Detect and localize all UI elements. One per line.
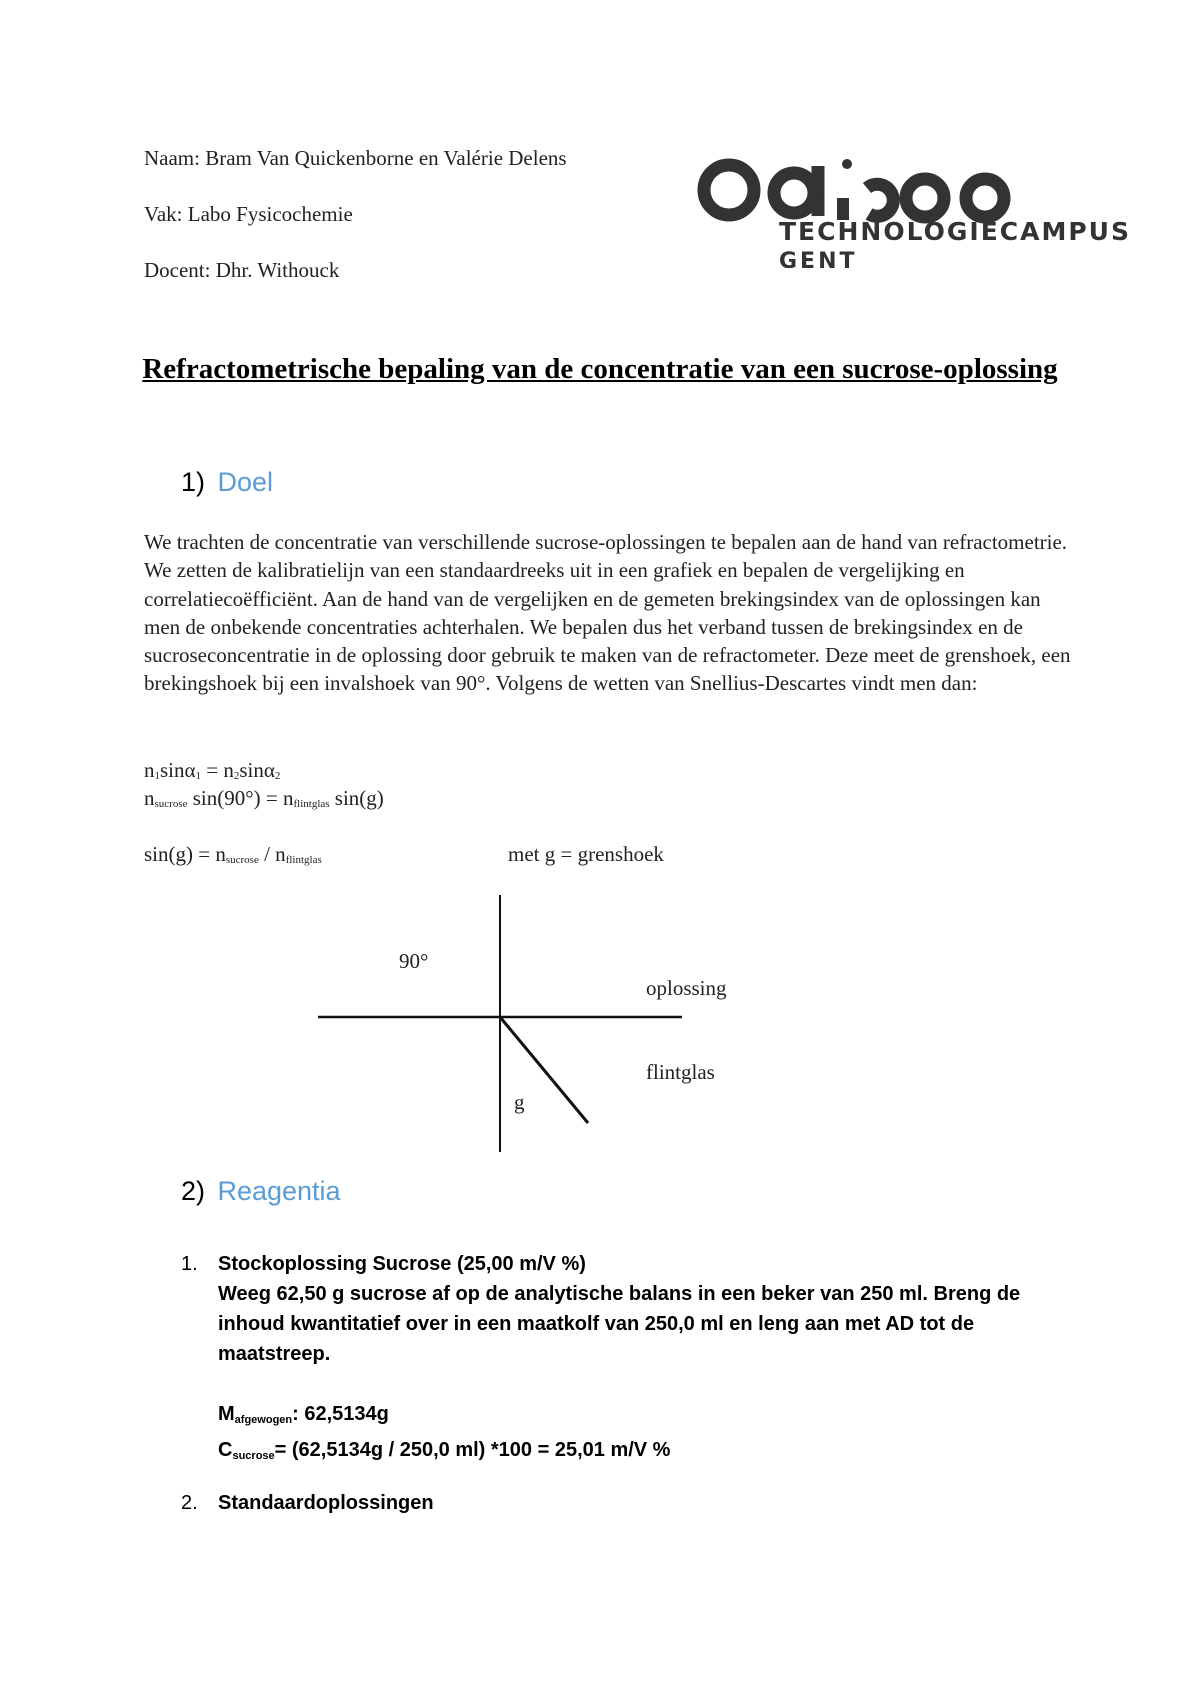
angle-label-90: 90°: [399, 949, 429, 973]
reagent-title: Standaardoplossingen: [218, 1492, 434, 1514]
mass-line: $M_{afgewogen}$: 62,5134g: [218, 1403, 389, 1426]
equation-grenshoek: $\sin(g) = n_{sucrose} / n_{flintglas}$: [144, 842, 322, 866]
section-number: 2): [181, 1176, 206, 1206]
refraction-diagram: [310, 895, 700, 1155]
equation-snellius: $n_1\sin\alpha_1 = n_2\sin\alpha_2$: [144, 758, 281, 782]
angle-label-g: g: [514, 1090, 525, 1114]
section-heading-reagentia: [181, 1176, 341, 1207]
teacher-line: Docent: Dhr. Withouck: [144, 258, 340, 282]
odisee-logo: [697, 158, 1147, 268]
section-number: 1): [181, 467, 206, 497]
logo-campus-text: TECHNOLOGIECAMPUS: [779, 217, 1131, 246]
medium-label-flintglas: flintglas: [646, 1060, 715, 1084]
logo-brand-text: odisee: [697, 158, 700, 159]
doel-paragraph: We trachten de concentratie van verschillende sucrose-oplossingen te bepalen aan de hand van refractometrie. We zetten de kalibratielijn van een standaardreeks uit in een grafiek en bepalen de vergelijking en correlatiecoëfficiënt. Aan de hand van de vergelijken en de gemeten brekingsindex van de oplossingen kan men de onbekende concentraties achterhalen. We bepalen dus het verband tussen de brekingsindex en de sucroseconcentratie in de oplossing door gebruik te maken van de refractometer. Deze meet de grenshoek, een brekingshoek bij een invalshoek van 90°. Volgens de wetten van Snellius-Descartes vindt men dan:: [144, 530, 1071, 696]
page-title: Refractometrische bepaling van de concentratie van een sucrose-oplossing: [142, 353, 1058, 385]
list-item: [218, 1488, 434, 1518]
list-item-number: 2.: [181, 1492, 198, 1514]
list-item: [218, 1249, 1078, 1471]
concentration-line: $C_{sucrose}= (62,5134g / 250,0$ ml) *100 = 25,01 m/V %: [218, 1439, 671, 1462]
equation-note: met g = grenshoek: [508, 842, 664, 866]
section-title: Reagentia: [217, 1176, 341, 1206]
list-item-number: 1.: [181, 1253, 198, 1275]
author-line: Naam: Bram Van Quickenborne en Valérie Delens: [144, 146, 567, 170]
section-title: Doel: [217, 467, 273, 497]
section-heading-doel: [181, 467, 273, 498]
reagent-title: Stockoplossing Sucrose (25,00 m/V %): [218, 1253, 586, 1275]
equation-sucrose-flintglas: $n_{sucrose}$ $\sin(90^\circ) = n_{flintglas}$ sin(g): [144, 786, 384, 810]
reagent-instructions: Weeg 62,50 g sucrose af op de analytische balans in een beker van 250 ml. Breng de inhoud kwantitatief over in een maatkolf van 250,0 ml en leng aan met AD tot de maatstreep.: [218, 1283, 1021, 1365]
medium-label-oplossing: oplossing: [646, 976, 727, 1000]
course-line: Vak: Labo Fysicochemie: [144, 202, 353, 226]
logo-city-text: GENT: [779, 249, 858, 268]
